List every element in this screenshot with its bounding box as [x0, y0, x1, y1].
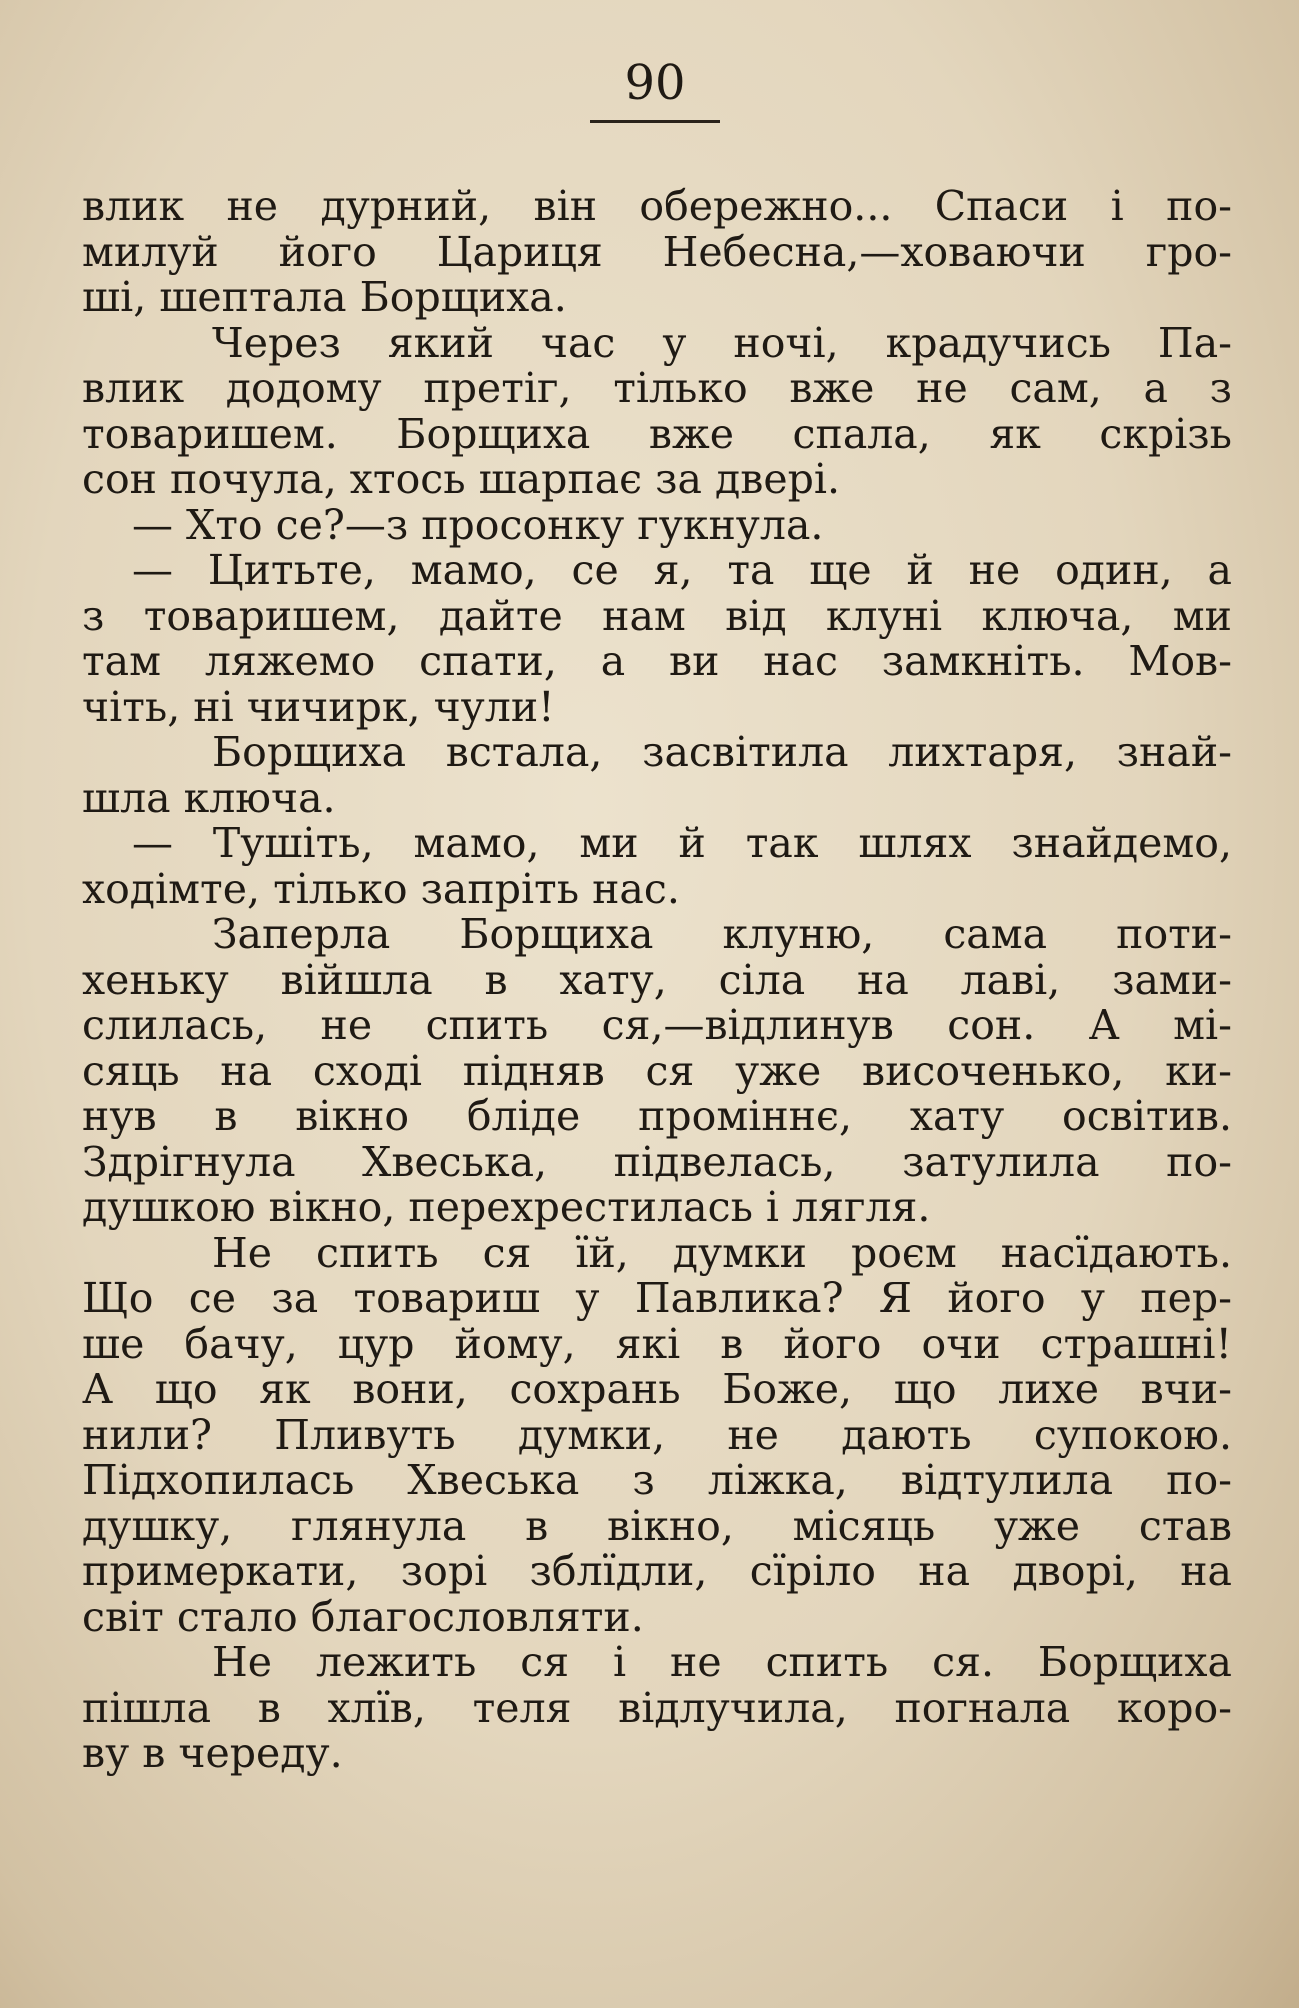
text-line: там ляжемо спати, а ви нас замкніть. Мов-	[82, 639, 1232, 685]
text-line: влик не дурний, він обережно... Спаси і по-	[82, 184, 1232, 230]
text-line: А що як вони, сохрань Боже, що лихе вчи-	[82, 1367, 1232, 1413]
text-line: з товаришем, дайте нам від клуні ключа, ми	[82, 593, 1232, 639]
text-line: Не спить ся їй, думки роєм насїдають.	[212, 1230, 1232, 1276]
text-line: слилась, не спить ся,—відлинув сон. А мі-	[82, 1003, 1232, 1049]
page-number-rule	[590, 120, 720, 123]
text-line: Через який час у ночі, крадучись Па-	[212, 320, 1232, 366]
body-text	[82, 184, 1232, 1777]
text-line: світ стало благословляти.	[82, 1594, 644, 1640]
text-line: ше бачу, цур йому, які в його очи страшні!	[82, 1321, 1232, 1367]
text-line: сяць на сході підняв ся уже височенько, ки-	[82, 1048, 1232, 1094]
text-line: душкою вікно, перехрестилась і лягля.	[82, 1185, 931, 1231]
text-line: Борщиха встала, засвітила лихтаря, знай-	[212, 730, 1232, 776]
text-line: Заперла Борщиха клуню, сама поти-	[212, 912, 1232, 958]
text-line: сон почула, хтось шарпає за двері.	[82, 457, 840, 503]
text-line: Здрігнула Хвеська, підвелась, затулила по-	[82, 1139, 1232, 1185]
text-line: нув в вікно бліде проміннє, хату освітив.	[82, 1094, 1232, 1140]
text-line: милуй його Цариця Небесна,—ховаючи гро-	[82, 229, 1232, 275]
text-line: — Хто се?—з просонку гукнула.	[132, 502, 824, 548]
text-line: пішла в хлїв, теля відлучила, погнала коро-	[82, 1685, 1232, 1731]
text-line: чіть, ні чичирк, чули!	[82, 684, 555, 730]
text-line: шла ключа.	[82, 775, 336, 821]
text-line: Не лежить ся і не спить ся. Борщиха	[212, 1640, 1232, 1686]
text-line: ву в череду.	[82, 1731, 343, 1777]
text-line: ші, шептала Борщиха.	[82, 275, 567, 321]
text-line: товаришем. Борщиха вже спала, як скрізь	[82, 411, 1232, 457]
text-line: хеньку війшла в хату, сіла на лаві, зами-	[82, 957, 1232, 1003]
page-number: 90	[624, 55, 686, 111]
text-line: примеркати, зорі зблїдли, сїріло на дворі, на	[82, 1549, 1232, 1595]
text-line: Що се за товариш у Павлика? Я його у пер-	[82, 1276, 1232, 1322]
text-line: ходімте, тілько запріть нас.	[82, 866, 680, 912]
text-line: Підхопилась Хвеська з ліжка, відтулила по-	[82, 1458, 1232, 1504]
text-line: душку, глянула в вікно, місяць уже став	[82, 1503, 1232, 1549]
text-line: — Тушіть, мамо, ми й так шлях знайдемо,	[132, 821, 1232, 867]
text-line: влик додому претіг, тілько вже не сам, а з	[82, 366, 1232, 412]
text-line: нили? Пливуть думки, не дають супокою.	[82, 1412, 1232, 1458]
text-line: — Цитьте, мамо, се я, та ще й не один, а	[132, 548, 1232, 594]
